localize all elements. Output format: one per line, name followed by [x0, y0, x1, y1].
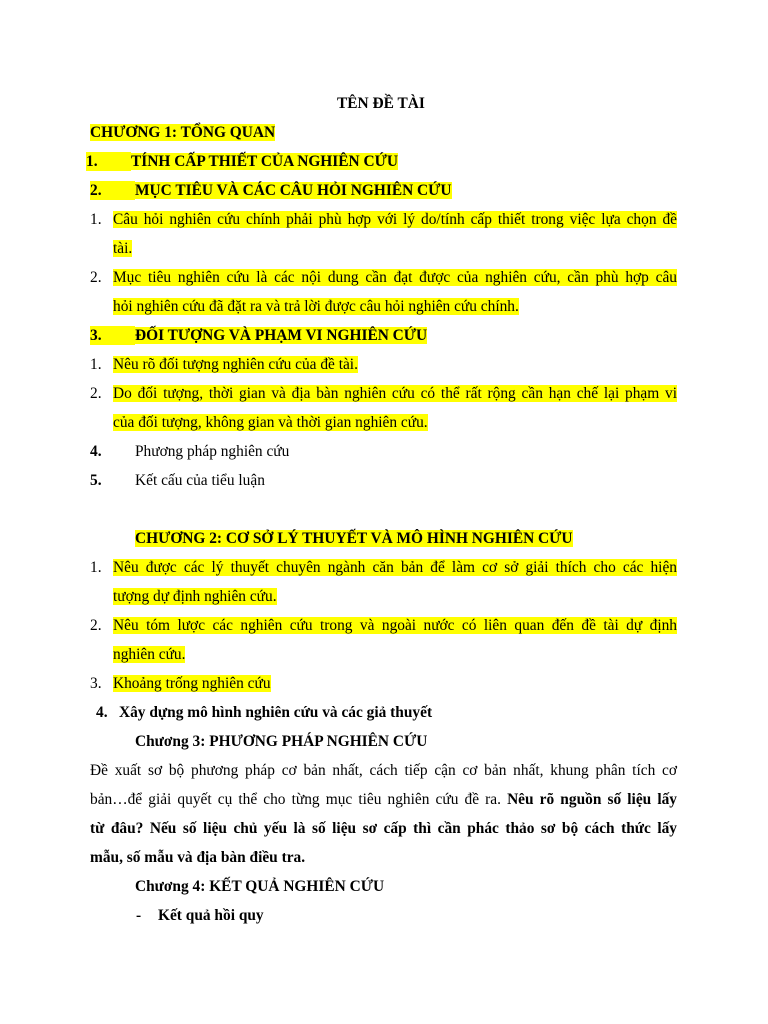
list-item-line: [113, 239, 132, 258]
list-item-line: [113, 355, 358, 374]
chapter-2-heading-text: CHƯƠNG 2: CƠ SỞ LÝ THUYẾT VÀ MÔ HÌNH NGHIÊN CỨU: [135, 530, 573, 547]
list-item-line: [113, 674, 271, 693]
chapter-3-paragraph-line: [90, 819, 677, 838]
chapter-4-heading: Chương 4: KẾT QUẢ NGHIÊN CỨU: [135, 878, 385, 895]
section-2-heading: [90, 181, 452, 200]
section-1-title: TÍNH CẤP THIẾT CỦA NGHIÊN CỨU: [131, 153, 398, 170]
list-item-text: Câu hỏi nghiên cứu chính phải phù hợp với lý do/tính cấp thiết trong việc lựa chọn đề: [113, 211, 677, 228]
chapter-3-paragraph-line: [90, 761, 677, 780]
chapter-1-heading: [90, 123, 275, 142]
list-item-text: Do đối tượng, thời gian và địa bàn nghiên cứu có thể rất rộng cần hạn chế lại phạm vi: [113, 385, 677, 402]
paragraph-bold-text: từ đâu? Nếu số liệu chủ yếu là số liệu sơ cấp thì cần phác thảo sơ bộ cách thức lấy: [90, 820, 677, 837]
list-item-text: nghiên cứu.: [113, 646, 186, 663]
chapter-2-heading: [135, 529, 573, 548]
list-item-text: của đối tượng, không gian và thời gian nghiên cứu.: [113, 414, 428, 431]
section-3-heading: [90, 326, 427, 345]
chapter-2-item-4-number: 4.: [96, 704, 108, 721]
list-item-text: tượng dự định nghiên cứu.: [113, 588, 277, 605]
paragraph-text: Đề xuất sơ bộ phương pháp cơ bản nhất, cách tiếp cận cơ bản nhất, khung phân tích cơ: [90, 762, 677, 779]
section-1-heading: [86, 152, 398, 171]
section-2-number: 2.: [90, 181, 135, 200]
paragraph-text: bản…để giải quyết cụ thể cho từng mục tiêu nghiên cứu đề ra.: [90, 791, 508, 808]
bullet-dash: -: [136, 907, 142, 924]
list-item-number: 1.: [90, 211, 102, 228]
section-5-number: 5.: [90, 472, 102, 489]
list-item-line: [113, 268, 677, 287]
section-2-title: MỤC TIÊU VÀ CÁC CÂU HỎI NGHIÊN CỨU: [135, 182, 452, 199]
paragraph-bold-text: Nêu rõ nguồn số liệu lấy: [507, 791, 678, 808]
chapter-3-paragraph-line: [90, 790, 677, 809]
section-1-number: 1.: [86, 152, 131, 171]
list-item-number: 2.: [90, 385, 102, 402]
list-item-line: [113, 558, 677, 577]
section-4-title: Phương pháp nghiên cứu: [135, 443, 290, 460]
list-item-line: [113, 297, 519, 316]
list-item-number: 2.: [90, 617, 102, 634]
list-item-text: Khoảng trống nghiên cứu: [113, 675, 271, 692]
chapter-2-item-4-text: Xây dựng mô hình nghiên cứu và các giả thuyết: [119, 704, 433, 721]
list-item-number: 2.: [90, 269, 102, 286]
chapter-4-item: Kết quả hồi quy: [158, 907, 264, 924]
list-item-text: Mục tiêu nghiên cứu là các nội dung cần đạt được của nghiên cứu, cần phù hợp câu: [113, 269, 677, 286]
list-item-number: 1.: [90, 559, 102, 576]
section-3-title: ĐỐI TƯỢNG VÀ PHẠM VI NGHIÊN CỨU: [135, 327, 428, 344]
list-item-line: [113, 384, 677, 403]
list-item-text: hỏi nghiên cứu đã đặt ra và trả lời được câu hỏi nghiên cứu chính.: [113, 298, 519, 315]
section-4-number: 4.: [90, 443, 102, 460]
list-item-line: [113, 616, 677, 635]
list-item-text: Nêu được các lý thuyết chuyên ngành căn bản để làm cơ sở giải thích cho các hiện: [113, 559, 677, 576]
list-item-text: Nêu tóm lược các nghiên cứu trong và ngoài nước có liên quan đến đề tài dự định: [113, 617, 677, 634]
list-item-line: [113, 413, 428, 432]
chapter-3-paragraph-line: [90, 848, 305, 867]
list-item-number: 3.: [90, 675, 102, 692]
list-item-number: 1.: [90, 356, 102, 373]
section-3-number: 3.: [90, 326, 135, 345]
chapter-3-heading: Chương 3: PHƯƠNG PHÁP NGHIÊN CỨU: [135, 733, 428, 750]
paragraph-bold-text: mẫu, số mẫu và địa bàn điều tra.: [90, 849, 306, 866]
list-item-line: [113, 645, 185, 664]
list-item-line: [113, 210, 677, 229]
chapter-1-heading-text: CHƯƠNG 1: TỔNG QUAN: [90, 124, 276, 141]
list-item-text: Nêu rõ đối tượng nghiên cứu của đề tài.: [113, 356, 358, 373]
section-5-title: Kết cấu của tiểu luận: [135, 472, 265, 489]
list-item-line: [113, 587, 277, 606]
list-item-text: tài.: [113, 240, 133, 257]
document-title: TÊN ĐỀ TÀI: [337, 95, 425, 112]
